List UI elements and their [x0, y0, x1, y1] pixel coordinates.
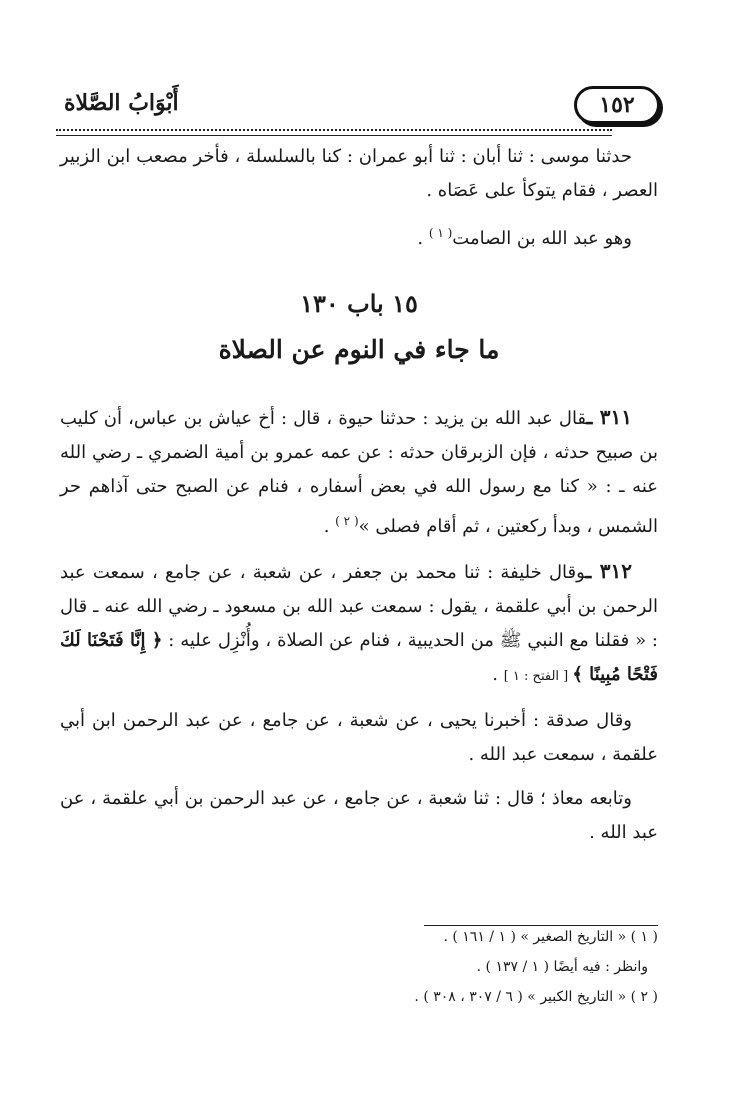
- page-header: [56, 84, 660, 130]
- intro-identification: [60, 216, 658, 256]
- page-number-badge: ١٥٢: [574, 86, 660, 124]
- intro-identification-end: .: [417, 228, 429, 249]
- verse-reference: [ الفتح : ١ ]: [503, 669, 573, 684]
- paragraph-sadaqa: وقال صدقة : أخبرنا يحيى ، عن شعبة ، عن جامع ، عن عبد الرحمن ابن أبي علقمة ، سمعت عبد الله .: [60, 710, 658, 765]
- hadith-number: ٣١٢ ـ: [585, 559, 632, 583]
- header-divider: [56, 129, 612, 136]
- running-title: أَبْوَابُ الصَّلاة: [64, 90, 179, 116]
- footnote-1: ( ١ ) « التاريخ الصغير » ( ١ / ١٦١ ) .: [443, 929, 658, 945]
- intro-text: حدثنا موسى : ثنا أبان : ثنا أبو عمران : كنا بالسلسلة ، فأخر مصعب ابن الزبير العصر ، فقام يتوكأ على عَصَاه .: [60, 146, 658, 201]
- page-body: [60, 140, 658, 858]
- footnote-1-continuation: وانظر : فيه أيضًا ( ١ / ١٣٧ ) .: [476, 959, 648, 975]
- hadith-311: [60, 400, 658, 544]
- quran-verse: ﴿ إِنَّا فَتَحْنَا لَكَ فَتْحًا مُبِينًا ﴾: [60, 630, 658, 685]
- intro-identification-text: وهو عبد الله بن الصامت: [452, 228, 632, 249]
- hadith-text: قال عبد الله بن يزيد : حدثنا حيوة ، قال : أخ عياش بن عباس، أن كليب بن صبيح حدثه ، فإن الزبرقان حدثه : عن عمه عمرو بن أمية الضمري ـ رضي الله عنه ـ : « كنا مع رسول الله في بعض أسفاره ، فنام عن الصبح حتى آذاهم حر الشمس ، وبدأ ركعتين ، ثم أقام فصلى »: [60, 408, 658, 537]
- hadith-number: ٣١١ ـ: [586, 405, 632, 429]
- hadith-end: .: [492, 664, 504, 685]
- chapter-title: ١٥ باب ١٣٠: [300, 289, 418, 318]
- paragraph-muadh: وتابعه معاذ ؛ قال : ثنا شعبة ، عن جامع ، عن عبد الرحمن بن أبي علقمة ، عن عبد الله .: [60, 788, 658, 843]
- footnote-2: ( ٢ ) « التاريخ الكبير » ( ٦ / ٣٠٧ ، ٣٠٨ ) .: [414, 989, 658, 1005]
- intro-paragraph: [60, 140, 658, 208]
- footnote-marker-1: ( ١ ): [428, 226, 453, 240]
- hadith-312: [60, 554, 658, 694]
- chapter-subtitle: ما جاء في النوم عن الصلاة: [218, 335, 500, 364]
- footnotes: [60, 922, 658, 1012]
- footnote-marker-2: ( ٢ ): [335, 514, 359, 528]
- hadith-text: وقال خليفة : ثنا محمد بن جعفر ، عن شعبة ، عن جامع ، سمعت عبد الرحمن بن أبي علقمة ، يقول : سمعت عبد الله بن مسعود ـ رضي الله عنه ـ قال : « فقلنا مع النبي ﷺ من الحديبية ، فنام عن الصلاة ، وأُنْزِل عليه :: [60, 562, 658, 651]
- hadith-end: .: [323, 516, 336, 537]
